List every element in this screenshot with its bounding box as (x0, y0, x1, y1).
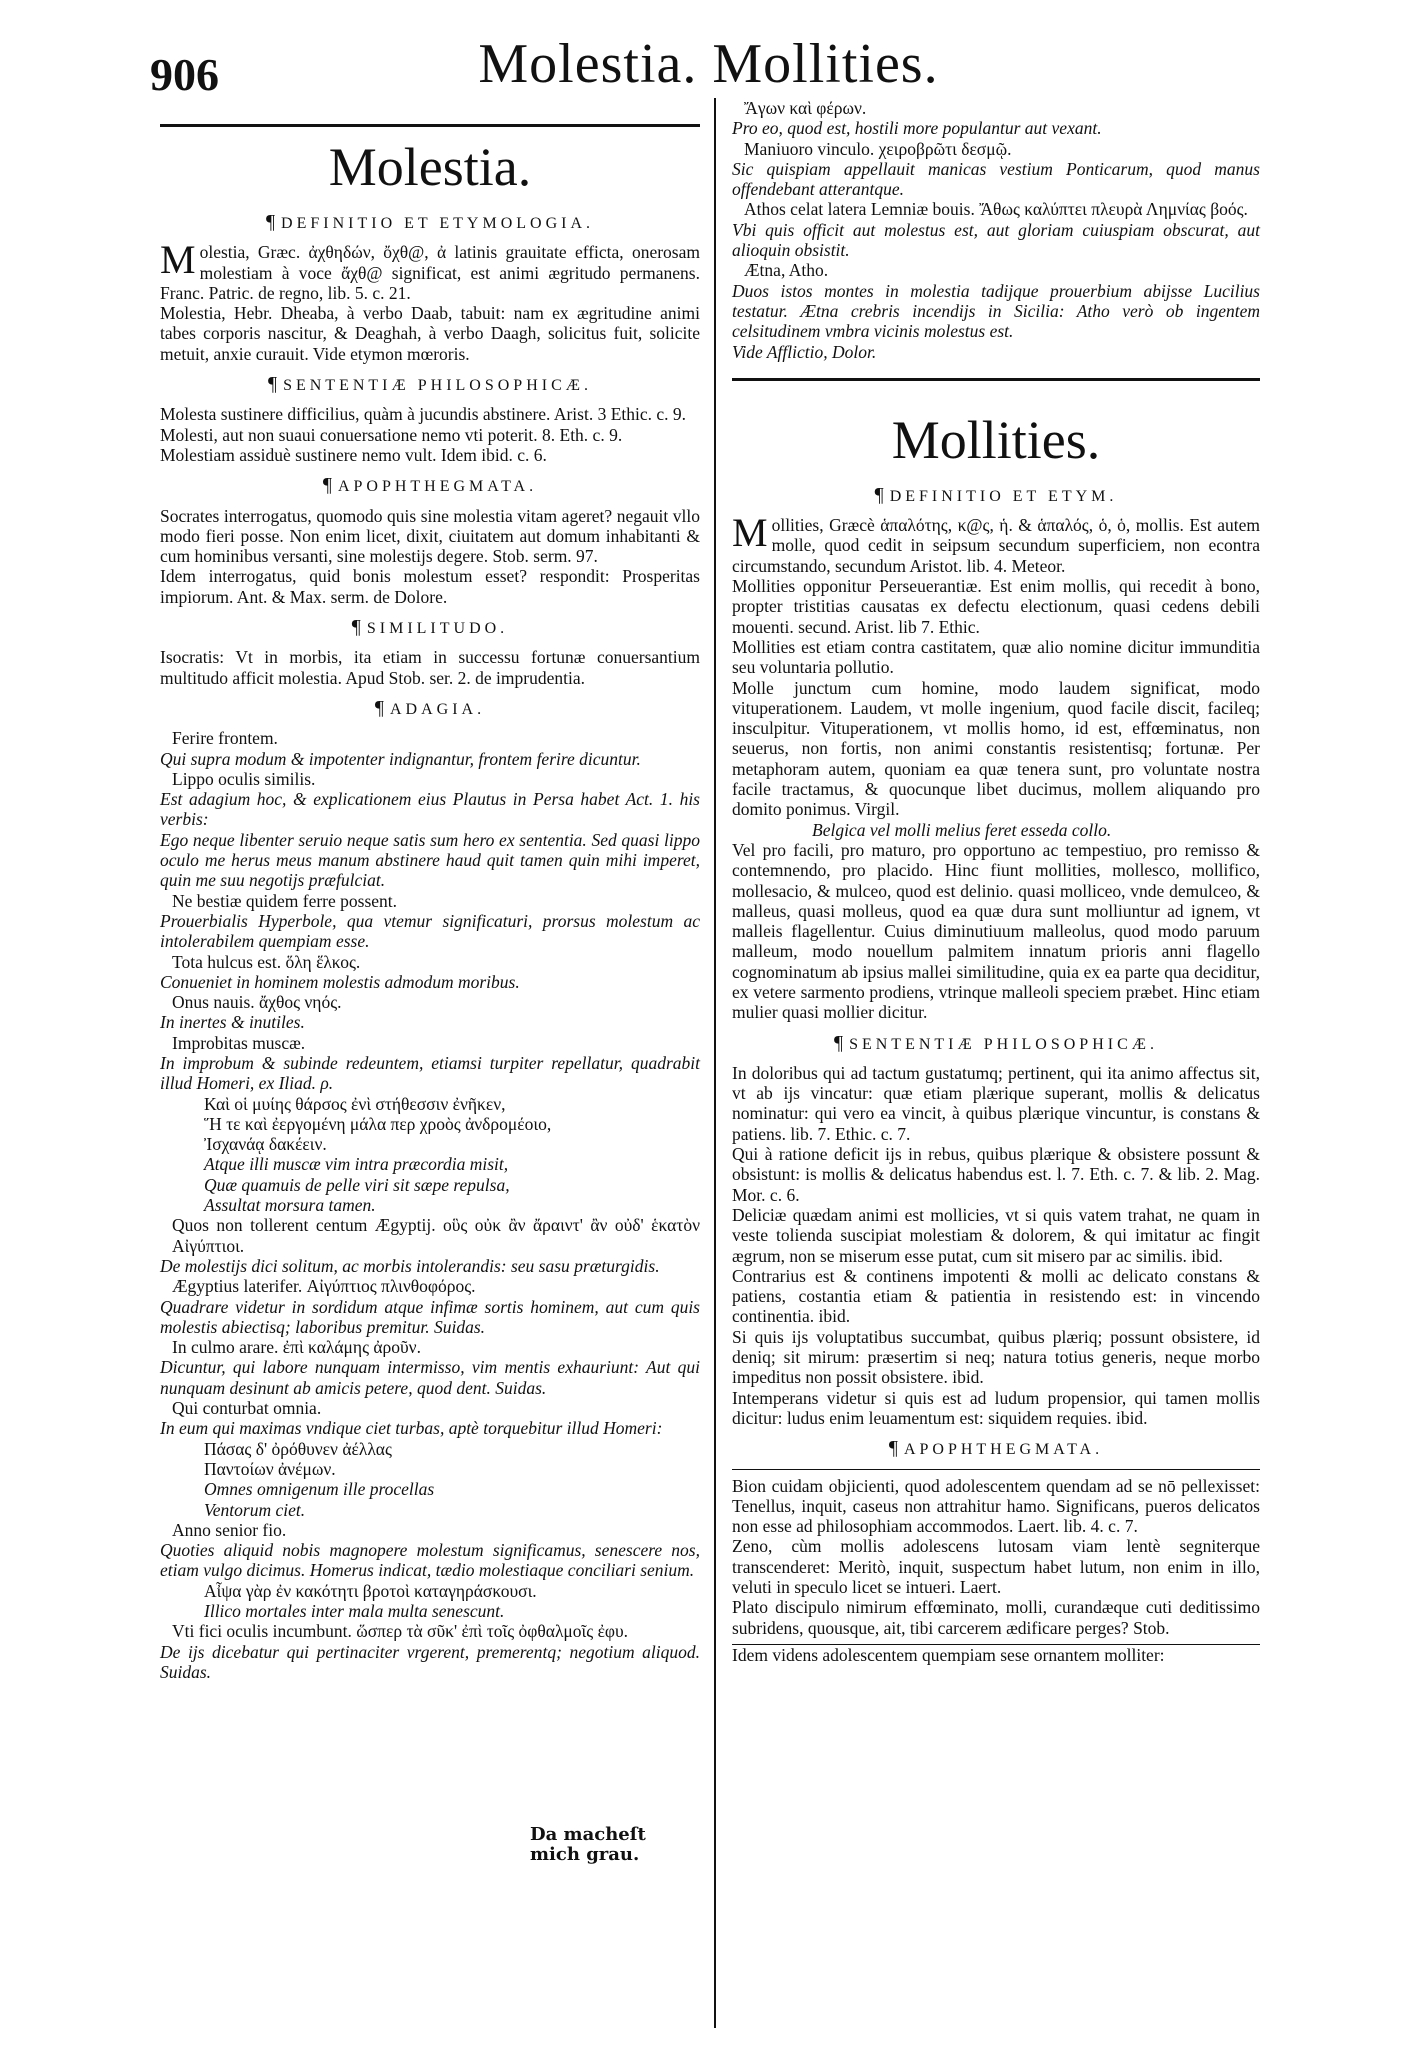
german-gloss: Da macheſt mich grau. (530, 1824, 646, 1866)
adagium-line: Ægyptius laterifer. Αἰγύπτιος πλινθοφόρος. (172, 1276, 476, 1297)
definition-perseuerantia: Mollities opponitur Perseuerantiæ. Est enim mollis, qui recedit à bono, propter tristitias causatas ex defectu electionum, quasi cedens debili mouenti. secund. Arist. lib 7. Ethic. (732, 576, 1260, 637)
adagium-line: Pro eo, quod est, hostili more populantur aut vexant. (732, 118, 1102, 139)
section-rule (732, 378, 1260, 381)
adagium-line: In inertes & inutiles. (160, 1012, 305, 1033)
adagium-line: Onus nauis. ἄχθος νηός. (172, 992, 342, 1013)
adagium-line: Illico mortales inter mala multa senescunt. (204, 1601, 505, 1621)
adagium-line: Ἥ τε καὶ ἐεργομένη μάλα περ χροὸς ἀνδρομέοιο, (204, 1113, 552, 1134)
section-thin-rule (732, 1469, 1260, 1470)
definition-paragraph: Mollities, Græcè ἁπαλότης, κ@ς, ἡ. & ἁπαλός, ὁ, ὁ, mollis. Est autem molle, quod cedit in seipsum secundum superficiem, non econtra circumstando, secundum Aristot. lib. 4. Meteor. (732, 510, 1260, 576)
pilcrow-icon: ¶ (374, 696, 384, 719)
adagium-line: Ἄγων καὶ φέρων. (744, 98, 867, 118)
heading-definitio-mollities: ¶ DEFINITIO ET ETYM. (874, 483, 1118, 506)
adagium-line: Improbitas muscæ. (172, 1032, 306, 1053)
adagium-line: Vti fici oculis incumbunt. ὥσπερ τὰ σῦκ' ἐπὶ τοῖς ὀφθαλμοῖς ἐφυ. (172, 1621, 629, 1642)
apophthegm-zeno: Zeno, cùm mollis adolescens lutosam viam lentè segniterque transcenderet: Meritò, inquit, suspectum habet lutum, non enim in illo, veluti in speculo licet se intueri. Laert. (732, 1536, 1260, 1597)
sententia-1: Molesta sustinere difficilius, quàm à jucundis abstinere. Arist. 3 Ethic. c. 9. (160, 404, 687, 425)
pilcrow-icon: ¶ (351, 616, 361, 639)
mollities-title: Mollities. (891, 409, 1101, 470)
adagium-line: Αἶψα γὰρ ἐν κακότητι βροτοὶ καταγηράσκουσι. (204, 1580, 537, 1601)
adagium-line: Quoties aliquid nobis magnopere molestum significamus, senescere nos, etiam vulgo dicimus. Homerus indicat, tædio molestiaque conciliari senium. (160, 1540, 700, 1581)
adagium-line: Vbi quis officit aut molestus est, aut gloriam cuiuspiam obscurat, aut alioquin obsistit. (732, 219, 1260, 261)
pilcrow-icon: ¶ (874, 483, 884, 506)
adagium-line: In eum qui maximas vndique ciet turbas, aptè torquebitur illud Homeri: (160, 1418, 663, 1439)
adagium-line: Πάσας δ' ὀρόθυνεν ἀέλλας (204, 1438, 392, 1459)
right-column (732, 98, 1260, 1665)
heading-apophthegmata-mollities: ¶ APOPHTHEGMATA. (888, 1437, 1104, 1460)
adagium-line: Ventorum ciet. (204, 1499, 306, 1520)
cross-reference: Vide Afflictio, Dolor. (732, 341, 877, 362)
adagium-line: Quadrare videtur in sordidum atque infimæ sortis hominem, aut cum quis molestis abiectisq; laboribus premitur. Suidas. (160, 1296, 700, 1337)
heading-sententiae: ¶ SENTENTIÆ PHILOSOPHICÆ. (268, 373, 592, 396)
adagium-line: Duos istos montes in molestia tadijque prouerbium abijsse Lucilius testatur. Ætna crebris incendijs in Sicilia: Atho verò ob ingentem celsitudinem vmbra vicinis molestus est. (732, 280, 1260, 342)
sententia-3: Deliciæ quædam animi est mollicies, vt si quis vatem trahat, ne quam in veste tolienda suscipiat molestiam & dolorem, & qui imitatur ac fingit ægrum, non se miserum esse putat, cum sit misero par ac similis. ibid. (732, 1204, 1260, 1266)
definition-etymology: Vel pro facili, pro maturo, pro opportuno ac tempestiuo, pro remisso & contemnendo, pro placido. Hinc fiunt mollities, mollesco, mollifico, mollesacio, & mulceo, quod est delinio. quasi molliceo, vnde demulceo, & malleus, quasi molleus, quod ea quæ dura sunt molliuntur ad ignem, vt malleis flagellentur. Cuius diminutiuum malleolus, quod modo paruum malleum, modo nouellum palmitem innatum prioris anni flagello cognominatum ab ipsius mallei similitudine, quia ex ea parte qua deciditur, ex vetere sarmento prodiens, vtrinque malleoli speciem præbet. Hinc etiam mulier quasi mollier dicitur. (732, 839, 1260, 1023)
adagium-line: Ne bestiæ quidem ferre possent. (172, 890, 398, 911)
adagium-line: Lippo oculis similis. (172, 768, 316, 789)
sententia-4: Contrarius est & continens impotenti & molli ac delicato constans & patiens, costantia etiam & patientia in resistendo est: in vincendo continentia. ibid. (732, 1265, 1260, 1327)
definition-paragraph: Molestia, Græc. ἀχθηδών, ὄχθ@, ἀ latinis grauitate efficta, onerosam molestiam à voce ἄχθ@ significat, est animi ægritudo permanens. Franc. Patric. de regno, lib. 5. c. 21. (160, 237, 700, 303)
adagium-line: Ego neque libenter seruio neque satis sum hero ex sententia. Sed quasi lippo oculo me herus meus manum abstinere haud quit tamen quin mihi imperet, quin me suu negotijs præfulciat. (160, 829, 700, 891)
heading-sententiae-mollities: ¶ SENTENTIÆ PHILOSOPHICÆ. (834, 1031, 1158, 1054)
running-title: Molestia. Mollities. (478, 33, 939, 95)
apophthegm-bion: Bion cuidam objicienti, quod adolescentem quendam ad se nō pellexisset: Tenellus, inquit, caseus non attrahitur hamo. Significans, pueros delicatos non esse ad philosophiam accommodos. Laert. lib. 4. c. 7. (732, 1475, 1260, 1537)
verse-virgil: Belgica vel molli melius feret esseda collo. (812, 819, 1112, 840)
left-column (160, 130, 700, 1866)
heading-similitudo: ¶ SIMILITUDO. (351, 616, 509, 639)
adagium-line: Ferire frontem. (172, 728, 278, 749)
adagium-line: Sic quispiam appellauit manicas vestium Ponticarum, quod manus offendebant atterantque. (732, 158, 1260, 200)
adagium-line: Conueniet in hominem molestis admodum moribus. (160, 971, 520, 992)
sententia-1: In doloribus qui ad tactum gustatumq; pertinent, qui ita animo affectus sit, vt ab ijs vincatur: quæ etiam plærique superant, mollis & delicatus nominatur: qui vero ea vincit, à quibus plærique vincuntur, is constans & patiens. lib. 7. Ethic. c. 7. (732, 1062, 1260, 1144)
sententia-2: Molesti, aut non suaui conuersatione nemo vti poterit. 8. Eth. c. 9. (160, 424, 623, 445)
header-rule (160, 124, 700, 127)
adagium-line: Est adagium hoc, & explicationem eius Plautus in Persa habet Act. 1. his verbis: (160, 789, 700, 830)
pilcrow-icon: ¶ (888, 1437, 898, 1460)
adagium-line: Atque illi muscæ vim intra præcordia misit, (204, 1154, 509, 1175)
sententia-6: Intemperans videtur si quis est ad ludum propensior, qui tamen mollis dicitur: ludus enim leuamentum est: siquidem requies. ibid. (732, 1387, 1260, 1428)
apophthegm-idem: Idem videns adolescentem quempiam sese ornantem molliter: (732, 1644, 1165, 1665)
pilcrow-icon: ¶ (265, 211, 276, 233)
heading-definitio: ¶ DEFINITIO ET ETYMOLOGIA. (265, 211, 595, 233)
adagium-line: Qui supra modum & impotenter indignantur, frontem ferire dicuntur. (160, 748, 641, 769)
adagium-line: Παντοίων ἀνέμων. (204, 1458, 336, 1479)
adagia-list (160, 728, 700, 1682)
adagium-line: Dicuntur, qui labore nunquam intermisso, vim mentis exhauriunt: Aut qui nunquam desinunt ab amicis petere, quod dent. Suidas. (160, 1357, 700, 1398)
adagium-line: De ijs dicebatur qui pertinaciter vrgerent, premerentq; negotium aliquod. Suidas. (160, 1641, 700, 1682)
pilcrow-icon: ¶ (834, 1031, 844, 1054)
column-divider (714, 98, 716, 2028)
adagium-line: In culmo arare. ἐπὶ καλάμης ἀροῦν. (172, 1337, 421, 1358)
definition-castitas: Mollities est etiam contra castitatem, quæ alio nomine dicitur immunditia seu voluntaria pollutio. (732, 636, 1260, 678)
adagium-line: Quæ quamuis de pelle viri sit sæpe repulsa, (204, 1174, 510, 1195)
hebrew-etymology: Molestia, Hebr. Dheaba, à verbo Daab, tabuit: nam ex ægritudine animi tabes corporis nascitur, & Deaghah, à verbo Daagh, solicitus fuit, solicite metuit, anxie curauit. Vide etymon mœroris. (160, 303, 700, 364)
adagium-line: Qui conturbat omnia. (172, 1398, 322, 1419)
adagium-line: In improbum & subinde redeuntem, etiamsi turpiter repellatur, quadrabit illud Homeri, ex Iliad. ρ. (160, 1052, 700, 1094)
heading-adagia: ¶ ADAGIA. (374, 696, 486, 719)
adagium-line: Ætna, Atho. (744, 260, 829, 281)
adagium-line: Quos non tollerent centum Ægyptij. οὓς οὐκ ἂν ἄραιντ' ἂν οὐδ' ἑκατὸν Αἰγύπτιοι. (172, 1215, 700, 1256)
adagium-line: Tota hulcus est. ὅλη ἕλκος. (172, 951, 361, 972)
adagium-line: Ἰσχανάᾳ δακέειν. (204, 1134, 327, 1155)
adagium-line: Athos celat latera Lemniæ bouis. Ἄθως καλύπτει πλευρὰ Λημνίας βοός. (744, 199, 1248, 220)
adagium-line: De molestijs dici solitum, ac morbis intolerandis: seu sasu præturgidis. (160, 1255, 660, 1276)
adagium-line: Assultat morsura tamen. (204, 1195, 376, 1216)
adagium-line: Maniuoro vinculo. χειροβρῶτι δεσμῷ. (744, 138, 1012, 159)
page-number: 906 (150, 49, 219, 100)
apophthegm-plato: Plato discipulo nimirum effœminato, molli, curandæque cuti deditissimo subridens, quousque, ait, tibi carcerem ædificare perges? Stob. (732, 1597, 1260, 1638)
adagium-line: Καὶ οἱ μυίης θάρσος ἐνὶ στήθεσσιν ἐνῆκεν, (204, 1093, 506, 1114)
definition-molle: Molle junctum cum homine, modo laudem significat, modo vituperationem. Laudem, vt molle ingenium, quod facile discit, facileq; insculpitur. Vituperationem, vt mollis homo, id est, effœminatus, non seuerus, non fortis, non animi constantis resistentisq; fortunæ. Per metaphoram autem, quoniam ea quæ tenera sunt, pro voluntate nostra facile tractamus, & quocunque libet ducimus, mollem aliquando pro domito ponimus. Virgil. (732, 677, 1260, 820)
adagium-line: Omnes omnigenum ille procellas (204, 1479, 435, 1500)
adagia-continued (732, 98, 1260, 342)
apophthegm-idem: Idem interrogatus, quid bonis molestum esset? respondit: Prosperitas impiorum. Ant. & Max. serm. de Dolore. (160, 566, 700, 607)
adagium-line: Prouerbialis Hyperbole, qua vtemur significaturi, prorsus molestum ac intolerabilem quempiam esse. (160, 910, 700, 952)
sententia-5: Si quis ijs voluptatibus succumbat, quibus plæriq; possunt obsistere, id deniq; sit mirum: præsertim si neq; natura totius generis, neque morbo impeditus non possit obsistere. ibid. (732, 1326, 1260, 1388)
sententia-3: Molestiam assiduè sustinere nemo vult. Idem ibid. c. 6. (160, 444, 547, 465)
sententia-2: Qui à ratione deficit ijs in rebus, quibus plærique & obsistere possunt & obsistunt: is mollis & delicatus habendus est. l. 7. Eth. c. 7. & lib. 2. Mag. Mor. c. 6. (732, 1144, 1260, 1205)
pilcrow-icon: ¶ (322, 474, 332, 497)
molestia-title: Molestia. (328, 137, 532, 197)
apophthegm-socrates: Socrates interrogatus, quomodo quis sine molestia vitam ageret? negauit vllo modo fieri posse. Non enim licet, dixit, ciuitatem aut domum inhabitanti & cum hominibus versanti, sine molestijs degere. Stob. serm. 97. (160, 505, 700, 567)
pilcrow-icon: ¶ (268, 373, 278, 396)
similitudo-text: Isocratis: Vt in morbis, ita etiam in successu fortunæ conuersantium multitudo afficit molestia. Apud Stob. ser. 2. de imprudentia. (160, 647, 700, 688)
heading-apophthegmata: ¶ APOPHTHEGMATA. (322, 474, 538, 497)
adagium-line: Anno senior fio. (172, 1519, 287, 1540)
